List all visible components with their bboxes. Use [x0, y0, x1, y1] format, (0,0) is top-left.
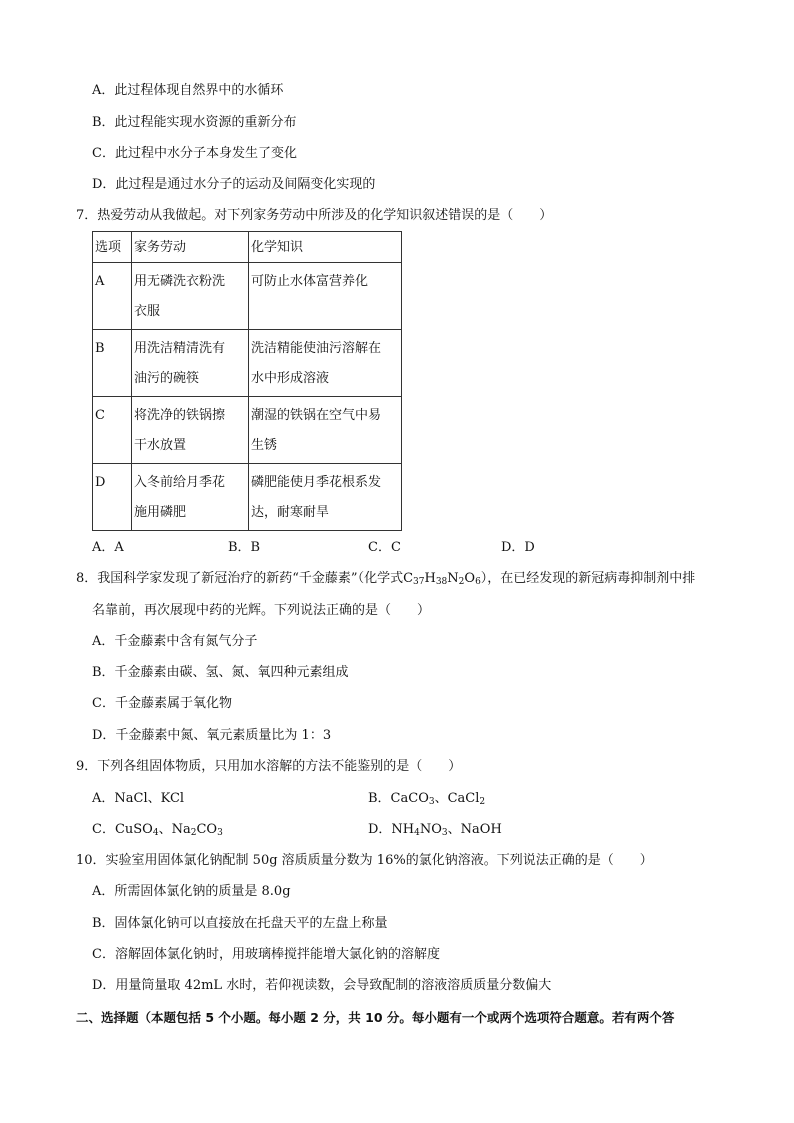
q6-option-a: A．此过程体现自然界中的水循环: [92, 83, 284, 98]
table-row: [93, 397, 402, 464]
q9-stem: 9．下列各组固体物质，只用加水溶解的方法不能鉴别的是（ ）: [76, 759, 462, 774]
header-housework: 家务劳动: [132, 232, 249, 263]
q10-option-b: B．固体氯化钠可以直接放在托盘天平的左盘上称量: [92, 916, 388, 931]
q8-option-b: B．千金藤素由碳、氢、氮、氧四种元素组成: [92, 665, 349, 680]
q7-option-d: D．D: [501, 540, 535, 555]
q9-option-c: C．CuSO$_4$、$Na_2CO_3$: [92, 822, 223, 838]
q7-table: [92, 231, 402, 531]
q10-stem: 10．实验室用固体氯化钠配制 50g 溶质质量分数为 16%的氯化钠溶液。下列说法正确的是（ ）: [76, 853, 653, 868]
q6-option-b: B．此过程能实现水资源的重新分布: [92, 115, 297, 130]
row-option: C: [93, 397, 132, 464]
chemical-formula: $C_{37}H_{38}N_2O_6$: [403, 571, 481, 587]
table-row: [93, 330, 402, 397]
q6-option-d: D．此过程是通过水分子的运动及间隔变化实现的: [92, 177, 376, 192]
table-header-row: [93, 232, 402, 263]
row-housework: 将洗净的铁锅擦 干水放置: [132, 397, 249, 464]
table-row: [93, 464, 402, 531]
q8-stem: 8．我国科学家发现了新冠治疗的新药“千金藤素”（化学式$C_{37}H_{38}N_2O_6$），在已经发现的新冠病毒抑制剂中排: [76, 571, 696, 587]
row-option: B: [93, 330, 132, 397]
header-option: 选项: [93, 232, 132, 263]
q7-option-a: A．A: [92, 540, 124, 555]
q8-stem-line2: 名靠前，再次展现中药的光辉。下列说法正确的是（ ）: [92, 603, 431, 618]
row-knowledge: 潮湿的铁锅在空气中易 生锈: [249, 397, 402, 464]
row-option: D: [93, 464, 132, 531]
q7-option-b: B．B: [228, 540, 261, 555]
row-knowledge: 磷肥能使月季花根系发 达，耐寒耐旱: [249, 464, 402, 531]
q10-option-d: D．用量筒量取 42mL 水时，若仰视读数，会导致配制的溶液溶质质量分数偏大: [92, 978, 552, 993]
row-housework: 入冬前给月季花 施用磷肥: [132, 464, 249, 531]
row-knowledge: 洗洁精能使油污溶解在 水中形成溶液: [249, 330, 402, 397]
row-option: A: [93, 263, 132, 330]
q9-option-d: D．$NH_4NO_3$、NaOH: [368, 822, 502, 838]
q10-option-c: C．溶解固体氯化钠时，用玻璃棒搅拌能增大氯化钠的溶解度: [92, 947, 440, 962]
q10-option-a: A．所需固体氯化钠的质量是 8.0g: [92, 884, 291, 899]
q7-stem: 7．热爱劳动从我做起。对下列家务劳动中所涉及的化学知识叙述错误的是（ ）: [76, 208, 553, 223]
q8-option-d: D．千金藤素中氮、氧元素质量比为 1：3: [92, 728, 332, 743]
q7-option-c: C．C: [368, 540, 401, 555]
header-knowledge: 化学知识: [249, 232, 402, 263]
row-housework: 用洗洁精清洗有 油污的碗筷: [132, 330, 249, 397]
row-knowledge: 可防止水体富营养化: [249, 263, 402, 330]
row-housework: 用无磷洗衣粉洗 衣服: [132, 263, 249, 330]
section-2-heading: 二、选择题（本题包括 5 个小题。每小题 2 分，共 10 分。每小题有一个或两个选项符合题意。若有两个答: [76, 1010, 675, 1025]
q9-option-a: A．NaCl、KCl: [92, 791, 185, 806]
q9-option-b: B．CaCO$_3$、CaCl$_2$: [368, 791, 486, 807]
q8-option-c: C．千金藤素属于氧化物: [92, 696, 232, 711]
table-row: [93, 263, 402, 330]
q8-option-a: A．千金藤素中含有氮气分子: [92, 634, 258, 649]
q6-option-c: C．此过程中水分子本身发生了变化: [92, 146, 297, 161]
